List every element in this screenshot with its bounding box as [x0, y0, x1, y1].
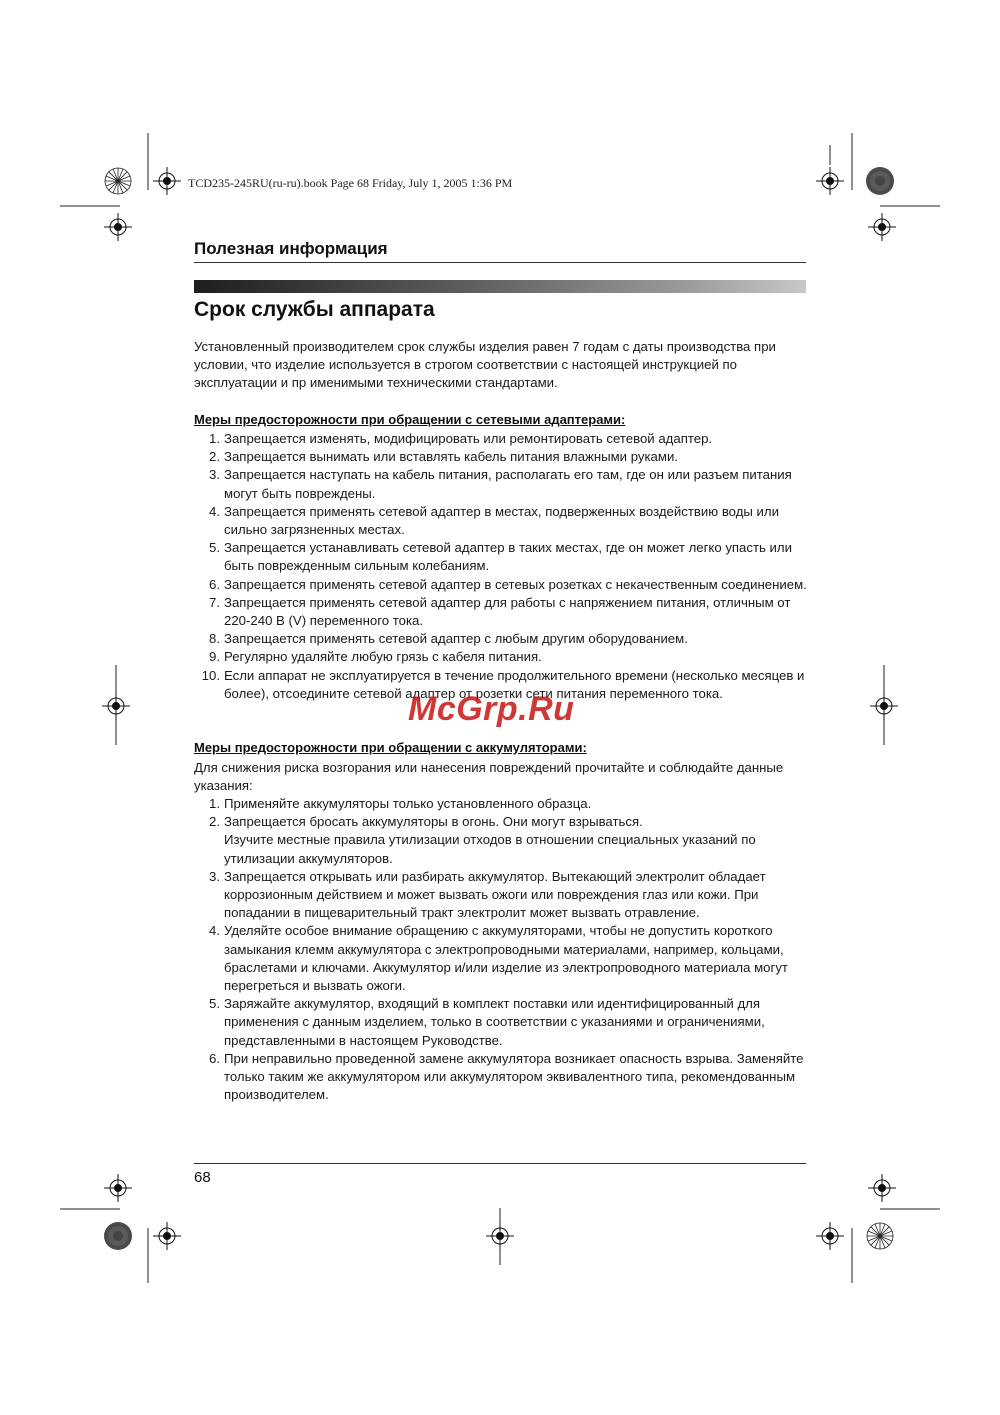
watermark: McGrp.Ru	[408, 690, 575, 728]
list-item: 3. Запрещается наступать на кабель питания, располагать его там, где он или разъем питания могут быть повреждены.	[209, 467, 792, 501]
batteries-list	[194, 795, 814, 1104]
list-item: 4. Запрещается применять сетевой адаптер в местах, подверженных воздействию воды или сильно загрязненных местах.	[209, 503, 779, 538]
list-item: 10. Если аппарат не эксплуатируется в течение продолжительного времени (несколько месяцев и более), отсоедините сетевой адаптер от розетки сети питания переменного тока.	[201, 667, 805, 701]
adapters-list	[194, 430, 814, 703]
adapters-heading: Меры предосторожности при обращении с сетевыми адаптерами:	[194, 412, 626, 427]
list-item: 5. Запрещается устанавливать сетевой адаптер в таких местах, где он может легко упасть или быть поврежденным сильным колебаниям.	[209, 540, 792, 574]
list-item: 9. Регулярно удаляйте любую грязь с кабеля питания.	[209, 649, 542, 665]
list-item: 1. Применяйте аккумуляторы только установленного образца.	[209, 796, 592, 811]
list-item: 1. Запрещается изменять, модифицировать или ремонтировать сетевой адаптер.	[209, 431, 713, 446]
file-header: TCD235-245RU(ru-ru).book Page 68 Friday, July 1, 2005 1:36 PM	[188, 176, 513, 190]
list-item: 2. Запрещается бросать аккумуляторы в огонь. Они могут взрываться. Изучите местные правила утилизации отходов в отношении специальных указаний по утилизации аккумуляторов.	[209, 814, 756, 866]
section-header: Полезная информация	[194, 239, 388, 258]
list-item: 3. Запрещается открывать или разбирать аккумулятор. Вытекающий электролит обладает коррозионным действием и может вызвать ожоги или повреждения глаз или кожи. При попадании в пищеварительный тракт электролит может вызвать отравление.	[209, 868, 766, 921]
page-title: Срок службы аппарата	[194, 298, 435, 321]
page-number: 68	[194, 1169, 211, 1186]
list-item: 8. Запрещается применять сетевой адаптер с любым другим оборудованием.	[209, 631, 688, 647]
list-item: 2. Запрещается вынимать или вставлять кабель питания влажными руками.	[209, 449, 678, 465]
list-item: 6. При неправильно проведенной замене аккумулятора возникает опасность взрыва. Заменяйте только таким же аккумулятором или аккумулятором эквивалентного типа, рекомендованным производителем.	[209, 1050, 804, 1103]
list-item: 6. Запрещается применять сетевой адаптер в сетевых розетках с некачественным соединением.	[209, 576, 807, 592]
intro-paragraph: Установленный производителем срок службы изделия равен 7 годам с даты производства при условии, что изделие используется в строгом соответствии с настоящей инструкцией по эксплуатации и пр именимыми техническими стандартами.	[194, 339, 776, 391]
list-item: 4. Уделяйте особое внимание обращению с аккумуляторами, чтобы не допустить короткого замыкания клемм аккумулятора с электропроводными материалами, например, кольцами, браслетами и ключами. Аккумулятор и/или изделие из электропроводного материала могут перегреться и вызвать ожоги.	[209, 923, 788, 994]
batteries-intro: Для снижения риска возгорания или нанесения повреждений прочитайте и соблюдайте данные указания:	[194, 760, 784, 794]
batteries-heading: Меры предосторожности при обращении с аккумуляторами:	[194, 740, 587, 755]
gradient-bar	[194, 280, 806, 293]
list-item: 5. Заряжайте аккумулятор, входящий в комплект поставки или идентифицированный для применения с данным изделием, только в соответствии с указаниями и ограничениями, представленными в настоящем Руководстве.	[209, 996, 765, 1048]
header-divider	[194, 262, 806, 263]
list-item-note: Изучите местные правила утилизации отходов в отношении специальных указаний по утилизации аккумуляторов.	[224, 832, 756, 866]
list-item: 7. Запрещается применять сетевой адаптер для работы с напряжением питания, отличным от 220-240 В (V) переменного тока.	[209, 594, 791, 629]
footer-divider	[194, 1163, 806, 1164]
